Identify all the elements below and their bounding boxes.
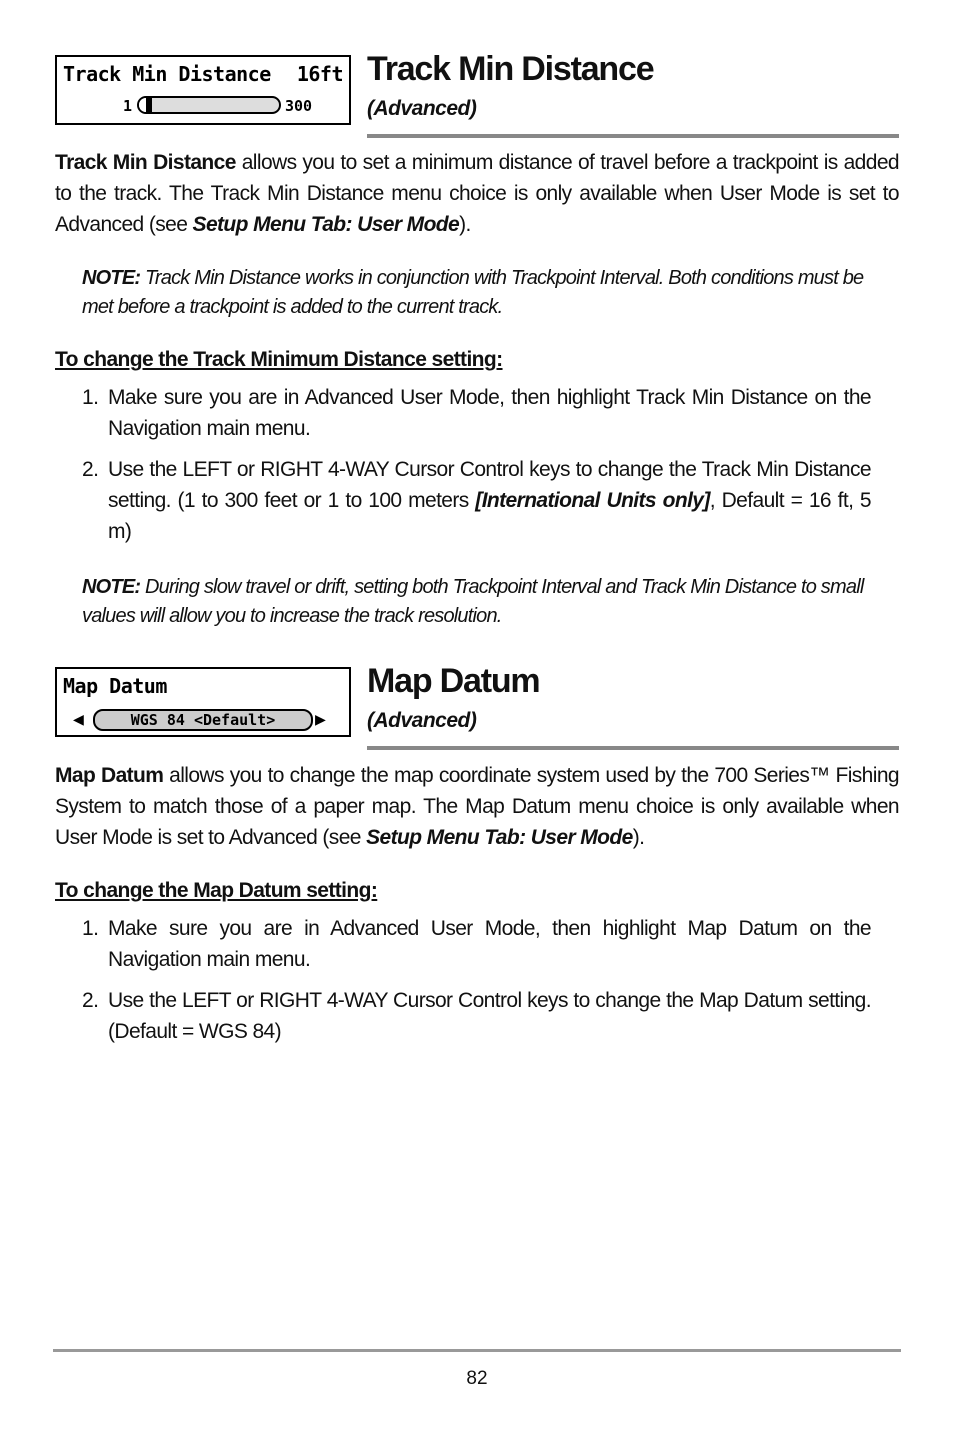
section-subtitle: (Advanced) — [367, 97, 477, 120]
step-text: Make sure you are in Advanced User Mode, then highlight Track Min Distance on the Navigation main menu. — [108, 386, 871, 440]
menu-value: 16ft — [296, 62, 343, 86]
note-text: Track Min Distance works in conjunction with Trackpoint Interval. Both conditions must be met before a trackpoint is added to the current track. — [82, 267, 864, 318]
datum-selector: WGS 84 <Default> — [93, 709, 313, 731]
section-map-datum — [55, 662, 899, 1047]
slider-max-label: 300 — [285, 97, 313, 115]
slider-fill — [139, 98, 146, 112]
term-bold: Track Min Distance — [55, 151, 236, 174]
menu-title: Map Datum — [63, 674, 167, 698]
paragraph-text: allows you to change the map coordinate system used by the 700 Series™ Fishing System to match those of a paper map. The Map Datum menu choice is only available when User Mode is set to Advanced (see — [55, 764, 899, 849]
intro-paragraph — [55, 147, 899, 240]
section-track-min-distance — [55, 50, 899, 631]
right-arrow-icon: ▶ — [315, 709, 326, 730]
map-datum-menu-screenshot — [55, 667, 351, 737]
left-arrow-icon: ◀ — [73, 709, 84, 730]
step-number: 2. — [82, 989, 99, 1012]
step-text: Use the LEFT or RIGHT 4-WAY Cursor Control keys to change the Map Datum setting. (Default = WGS 84) — [108, 989, 871, 1043]
note-text: During slow travel or drift, setting both Trackpoint Interval and Track Min Distance to small values will allow you to increase the track resolution. — [82, 576, 864, 627]
step-text: Use the LEFT or RIGHT 4-WAY Cursor Control keys to change the Track Min Distance setting. (1 to 300 feet or 1 to 100 meters — [108, 458, 871, 512]
step-text: Make sure you are in Advanced User Mode, then highlight Map Datum on the Navigation main menu. — [108, 917, 871, 971]
paragraph-text: allows you to set a minimum distance of travel before a trackpoint is added to the track. The Track Min Distance menu choice is only available when User Mode is set to Advanced (see — [55, 151, 899, 236]
distance-slider — [137, 96, 281, 114]
step-number: 1. — [82, 386, 99, 409]
term-bold: Map Datum — [55, 764, 164, 787]
step-2 — [55, 985, 899, 1047]
note-label: NOTE: — [82, 267, 141, 289]
step-number: 1. — [82, 917, 99, 940]
slider-min-label: 1 — [123, 97, 133, 115]
step-text: , Default = 16 ft, 5 m) — [108, 489, 871, 543]
intro-paragraph — [55, 760, 899, 853]
section-title: Track Min Distance — [367, 50, 654, 88]
procedure-heading: To change the Map Datum setting: — [55, 879, 378, 902]
track-min-distance-menu-screenshot — [55, 55, 351, 125]
footer-rule — [53, 1349, 901, 1352]
paragraph-text: ). — [632, 826, 645, 849]
section-header — [55, 662, 899, 747]
step-1 — [55, 913, 899, 975]
section-subtitle: (Advanced) — [367, 709, 477, 732]
menu-title: Track Min Distance — [63, 62, 271, 86]
section-header — [55, 50, 899, 135]
step-1 — [55, 382, 899, 444]
heading-rule — [367, 134, 899, 138]
heading-rule — [367, 746, 899, 750]
step-2 — [55, 454, 899, 547]
cross-reference: Setup Menu Tab: User Mode — [366, 826, 633, 849]
step-number: 2. — [82, 458, 99, 481]
section-title: Map Datum — [367, 662, 540, 700]
step-emphasis: [International Units only] — [475, 489, 710, 512]
note-label: NOTE: — [82, 576, 141, 598]
page-number: 82 — [466, 1368, 488, 1389]
note — [82, 264, 899, 322]
slider-thumb — [146, 96, 152, 114]
procedure-heading: To change the Track Minimum Distance setting: — [55, 348, 503, 371]
note-2 — [82, 573, 899, 631]
paragraph-text: ). — [459, 213, 471, 236]
cross-reference: Setup Menu Tab: User Mode — [192, 213, 460, 236]
